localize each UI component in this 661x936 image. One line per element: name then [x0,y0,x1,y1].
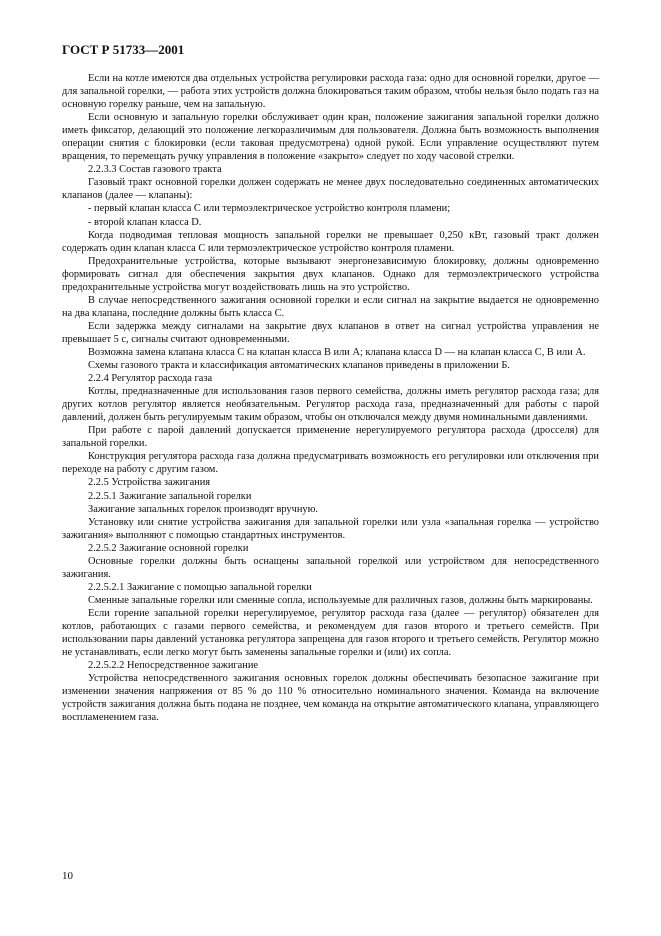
paragraph: Когда подводимая тепловая мощность запальной горелки не превышает 0,250 кВт, газовый тракт должен содержать один клапан класса С или термоэлектрическое устройство контроля пламени. [62,229,599,254]
section-heading: 2.2.5.2.1 Зажигание с помощью запальной горелки [88,581,312,593]
paragraph: Зажигание запальных горелок производят вручную. [88,503,318,515]
paragraph: Схемы газового тракта и классификация автоматических клапанов приведены в приложении Б. [88,360,510,372]
paragraph: Сменные запальные горелки или сменные сопла, используемые для различных газов, должны быть маркированы. [88,594,593,606]
page-number: 10 [62,870,73,882]
paragraph: Газовый тракт основной горелки должен содержать не менее двух последовательно соединенных автоматических клапанов (далее — клапаны): [62,177,599,202]
paragraph: Котлы, предназначенные для использования газов первого семейства, должны иметь регулятор расхода газа; для других котлов регулятор является необязательным. Регулятор расхода газа, предназначенный для работы с парой давлений, должен быть регулируемым таким образом, чтобы он отключался между двумя номинальными давлениями. [62,386,599,424]
section-heading: 2.2.5.1 Зажигание запальной горелки [88,490,252,502]
section-heading: 2.2.5.2 Зажигание основной горелки [88,542,249,554]
paragraph: Если задержка между сигналами на закрытие двух клапанов в ответ на сигнал устройства управления не превышает 5 с, сигналы считают одновременными. [62,320,599,345]
paragraph: Возможна замена клапана класса С на клапан класса В или А; клапана класса D — на клапан класса С, В или А. [88,346,586,358]
section-heading: 2.2.4 Регулятор расхода газа [88,373,213,385]
paragraph: Устройства непосредственного зажигания основных горелок должны обеспечивать безопасное зажигание при изменении значения напряжения от 85 % до 110 % относительно номинального значения. Команда на включение устройств зажигания должна быть подана не позднее, чем команда на открытие автоматического клапана, управляющего воспламенением газа. [62,673,599,724]
paragraph: Если основную и запальную горелки обслуживает один кран, положение зажигания запальной горелки должно иметь фиксатор, делающий это положение легкоразличимым для пользователя. Должна быть возможность выполнения операции снятия с блокировки (если таковая предусмотрена) одной рукой. Если управление осуществляют путем вращения, то перемещать ручку управления в положение «закрыто» следует по ходу часовой стрелки. [62,112,599,163]
paragraph: Предохранительные устройства, которые вызывают энергонезависимую блокировку, должны одновременно формировать сигнал для обеспечения закрытия двух клапанов. Однако для термоэлектрического устройства предохранительные устройства могут воздействовать лишь на это устройство. [62,255,599,293]
list-item: - второй клапан класса D. [88,216,202,228]
section-heading: 2.2.5.2.2 Непосредственное зажигание [88,660,258,672]
list-item: - первый клапан класса С или термоэлектрическое устройство контроля пламени; [88,203,451,215]
paragraph: Если горение запальной горелки нерегулируемое, регулятор расхода газа (далее — регулятор) обязателен для котлов, работающих с газами первого семейства, и рекомендуем для газов второго и третьего семейств. При использовании пары давлений установка регулятора запрещена для газов второго и третьего семейств. Регулятор можно не устанавливать, если легко могут быть заменены запальные горелки и (или) их сопла. [62,607,599,659]
document-id-header: ГОСТ Р 51733—2001 [62,42,185,57]
paragraph: Основные горелки должны быть оснащены запальной горелкой или устройством для непосредственного зажигания. [62,555,599,580]
section-heading: 2.2.3.3 Состав газового тракта [88,164,222,176]
body-text [62,72,599,724]
paragraph: Установку или снятие устройства зажигания для запальной горелки или узла «запальная горелка — устройство зажигания» выполняют с помощью стандартных инструментов. [62,516,599,541]
paragraph: Конструкция регулятора расхода газа должна предусматривать возможность его регулировки или отключения при переходе на работу с другим газом. [62,451,599,476]
section-heading: 2.2.5 Устройства зажигания [88,477,211,489]
paragraph: При работе с парой давлений допускается применение нерегулируемого регулятора расхода (дросселя) для запальной горелки. [62,425,599,450]
paragraph: Если на котле имеются два отдельных устройства регулировки расхода газа: одно для основной горелки, другое — для запальной горелки, — работа этих устройств должна блокироваться таким образом, чтобы нельзя было подать газ на основную горелку раньше, чем на запальную. [62,73,599,111]
paragraph: В случае непосредственного зажигания основной горелки и если сигнал на закрытие выдается не одновременно на два клапана, последние должны быть класса С. [62,294,599,319]
